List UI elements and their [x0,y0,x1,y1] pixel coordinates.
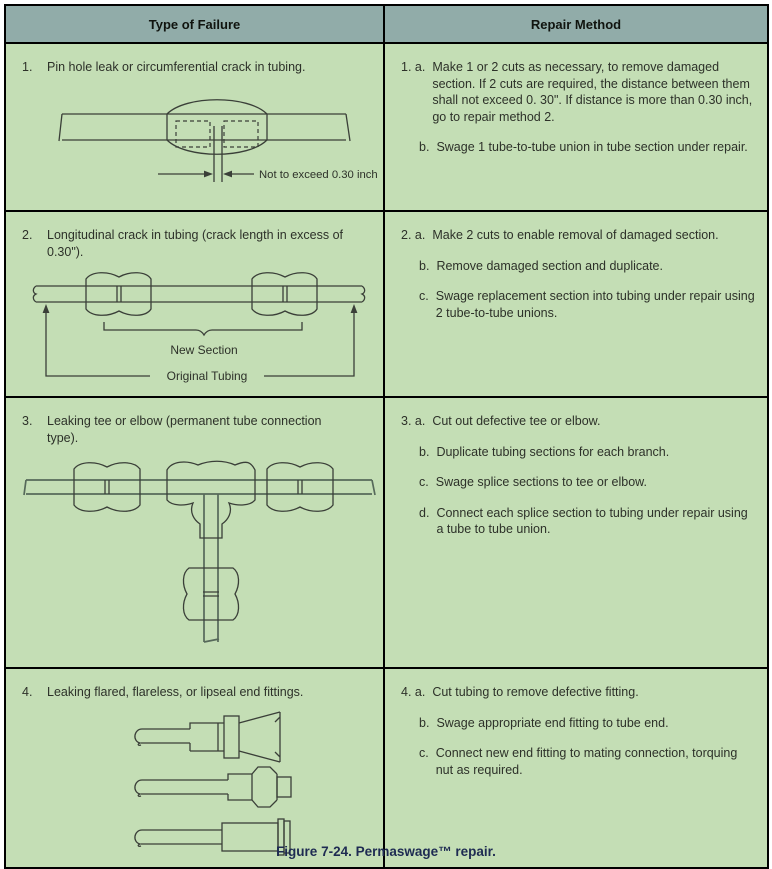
swage-union-left [86,273,151,316]
tube [33,286,364,302]
step-label: c. [419,746,429,760]
step-text: Cut out defective tee or elbow. [432,414,601,428]
step-label: 4. a. [401,685,426,699]
swage-union-left [74,463,140,512]
repair-step [419,715,755,732]
failure-repair-table [4,4,769,869]
figure-caption: Figure 7-24. Permaswage™ repair. [276,844,496,859]
step-text: Remove damaged section and duplicate. [436,258,663,273]
failure-number-1: 1. [22,60,33,74]
repair-step [401,227,755,244]
repair-cell-2 [385,212,767,396]
failure-number-3: 3. [22,414,33,428]
swage-union-right [252,273,317,316]
column-header-repair-method: Repair Method [530,16,622,32]
failure-number-4: 4. [22,685,33,699]
step-text: Swage appropriate end fitting to tube end. [436,715,669,730]
leaking-tee-repair-diagram [22,454,378,650]
new-section-bracket [104,322,302,335]
failure-item-2 [22,227,371,260]
step-label: c. [419,289,429,303]
step-text: Connect each splice section to tubing under repair using a tube to tube union. [436,505,748,536]
repair-step [419,258,755,275]
step-label: b. [419,140,430,154]
pinhole-crack-union-diagram [34,90,380,190]
step-text: Swage 1 tube-to-tube union in tube section under repair. [436,140,748,154]
failure-text-3: Leaking tee or elbow (permanent tube connection type). [47,414,322,445]
failure-cell-4 [6,669,385,867]
swage-union-right [267,463,333,512]
end-fittings-diagram [126,709,304,859]
longitudinal-crack-repair-diagram [24,268,372,388]
step-text: Make 2 cuts to enable removal of damaged section. [432,228,719,242]
repair-cell-3 [385,398,767,667]
repair-step [419,444,755,461]
step-label: 3. a. [401,414,426,428]
failure-item-1 [22,59,371,76]
table-header-row [6,6,767,44]
step-label: d. [419,505,430,520]
failure-item-4 [22,684,371,701]
repair-step [419,745,755,778]
tee-fitting [167,461,255,538]
step-text: Connect new end fitting to mating connection, torquing nut as required. [435,746,738,777]
original-tubing-label: Original Tubing [166,369,248,383]
failure-number-2: 2. [22,228,33,242]
dimension-arrows [158,170,254,177]
step-text: Swage splice sections to tee or elbow. [435,475,647,489]
failure-cell-2 [6,212,385,396]
table-row-1 [6,44,767,212]
step-label: 1. a. [401,60,426,74]
failure-text-4: Leaking flared, flareless, or lipseal end fittings. [47,685,304,699]
swage-union-branch [183,568,238,620]
repair-cell-1 [385,44,767,210]
failure-text-1: Pin hole leak or circumferential crack in tubing. [47,60,306,74]
dimension-label: Not to exceed 0.30 inch [259,168,378,181]
table-row-3 [6,398,767,669]
repair-step [401,413,755,430]
repair-cell-4 [385,669,767,867]
repair-step [419,139,755,156]
flareless-end-fitting [135,767,291,807]
step-text: Swage replacement section into tubing under repair using 2 tube-to-tube unions. [435,289,755,320]
column-header-type-of-failure: Type of Failure [6,6,385,42]
repair-step [401,59,755,125]
swage-union [167,99,267,181]
step-label: c. [419,475,429,489]
table-row-2 [6,212,767,398]
tube [24,480,375,642]
step-label: b. [419,715,430,730]
original-tubing-callout [43,304,358,376]
step-label: 2. a. [401,228,426,242]
flared-end-fitting [135,712,280,762]
repair-step [419,474,755,491]
step-text: Duplicate tubing sections for each branch. [436,444,670,459]
tube [59,114,350,141]
failure-item-3 [22,413,342,446]
repair-step [419,288,755,321]
step-text: Make 1 or 2 cuts as necessary, to remove damaged section. If 2 cuts are required, the distance between them shall not exceed 0. 30". If distance is more than 0.30 inch, go to repair method 2. [432,60,753,124]
step-text: Cut tubing to remove defective fitting. [432,685,639,699]
failure-cell-1 [6,44,385,210]
step-label: b. [419,258,430,273]
failure-text-2: Longitudinal crack in tubing (crack length in excess of 0.30"). [47,228,343,259]
table-row-4 [6,669,767,867]
repair-step [401,684,755,701]
new-section-label: New Section [170,343,238,357]
failure-cell-3 [6,398,385,667]
repair-step [419,505,755,538]
step-label: b. [419,444,430,459]
